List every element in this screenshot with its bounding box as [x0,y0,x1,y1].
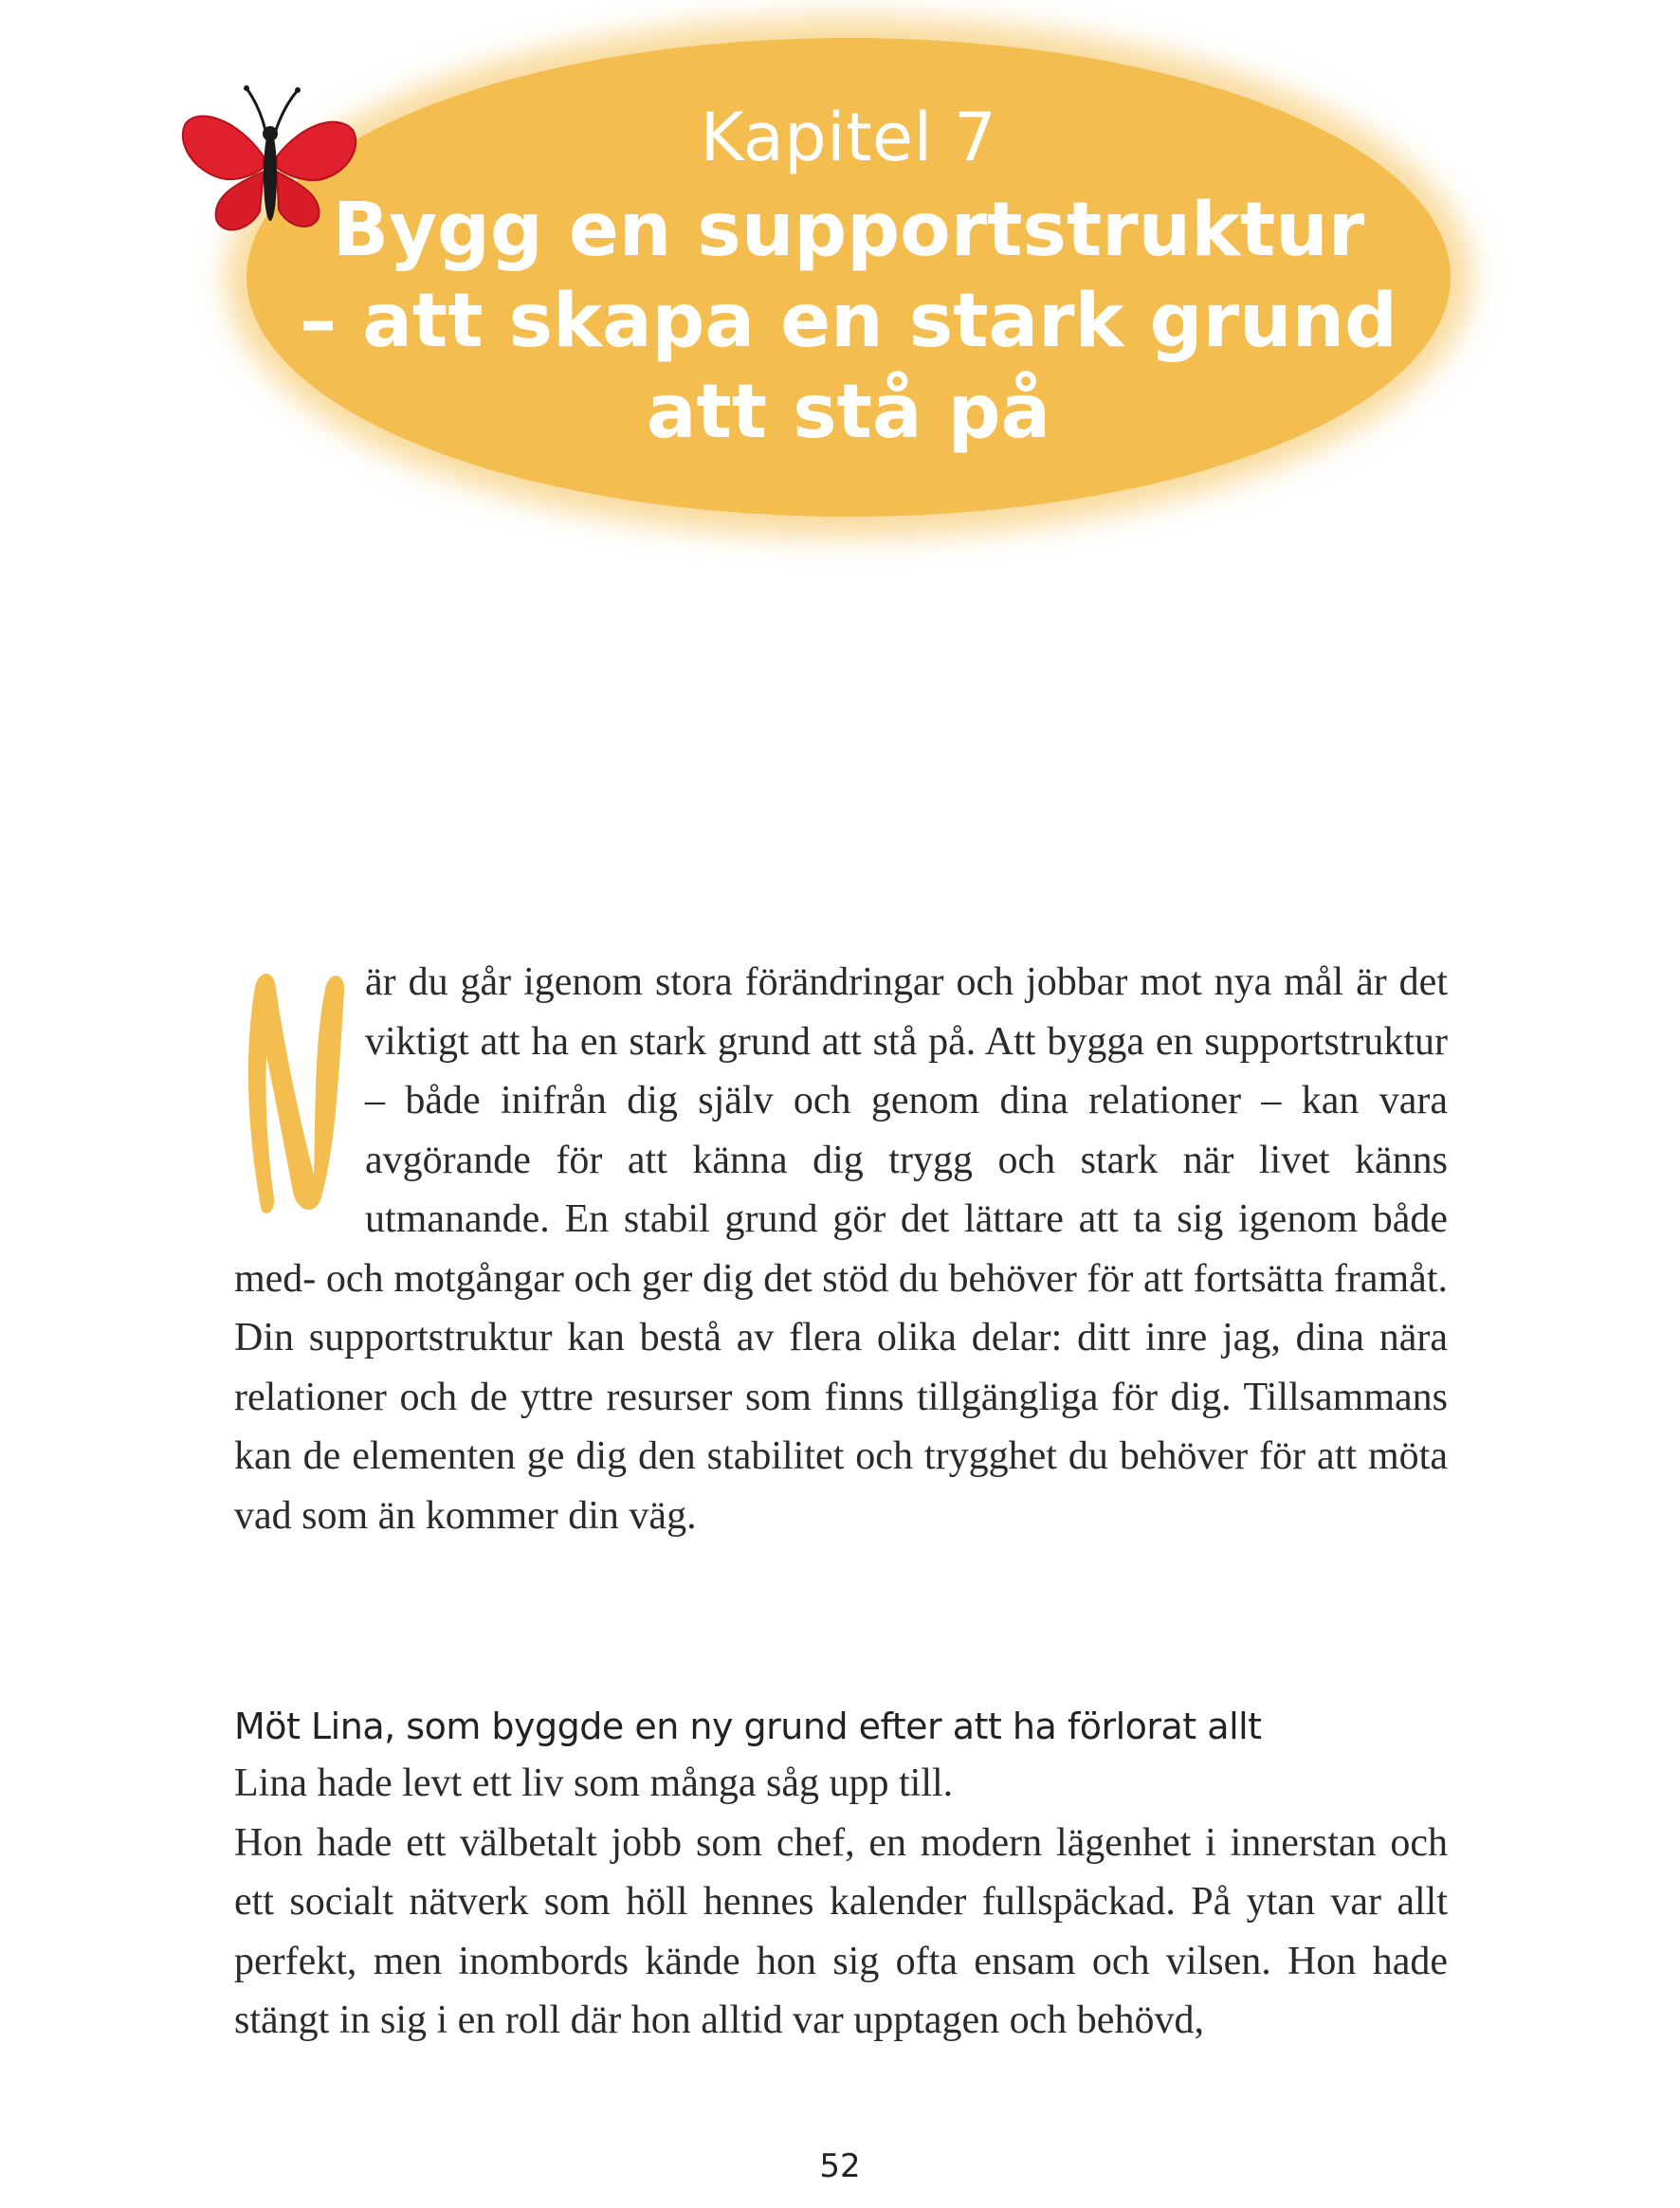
chapter-header [247,90,1451,458]
chapter-title-line: – att skapa en stark grund [300,279,1397,364]
chapter-title [247,185,1451,458]
drop-cap-letter: N [234,960,235,961]
section-heading: Möt Lina, som byggde en ny grund efter att ha förlorat allt [234,1706,1262,1747]
story-paragraph: Hon hade ett välbetalt jobb som chef, en modern lägenhet i innerstan och ett socialt nätverk som höll hennes kalender fullspäckad. På ytan var allt perfekt, men inombords kände hon sig ofta ensam och vilsen. Hon hade stängt in sig i en roll där hon alltid var upptagen och behövd, [234,1820,1448,2042]
page-number: 52 [819,2147,861,2185]
intro-text: är du går igenom stora förändringar och jobbar mot nya mål är det viktigt att ha en stark grund att stå på. Att bygga en supportstruktur – både inifrån dig själv och genom dina relationer – kan vara avgörande för att känna dig trygg och stark när livet känns utmanande. En stabil grund gör det lättare att ta sig igenom både med- och motgångar och ger dig det stöd du behöver för att fortsätta framåt. Din supportstruktur kan bestå av flera olika delar: ditt inre jag, dina nära relationer och de yttre resurser som finns tillgängliga för dig. Tillsammans kan de elementen ge dig den stabilitet och trygghet du behöver för att möta vad som än kommer din väg. [234,960,1448,1538]
story-text [234,1754,1448,2051]
intro-paragraph [234,953,1448,1545]
chapter-title-line: Bygg en supportstruktur [332,188,1365,273]
story-paragraph: Lina hade levt ett liv som många såg upp till. [234,1761,954,1805]
drop-cap [234,960,352,1216]
chapter-label: Kapitel 7 [700,99,997,176]
chapter-title-line: att stå på [646,370,1051,455]
